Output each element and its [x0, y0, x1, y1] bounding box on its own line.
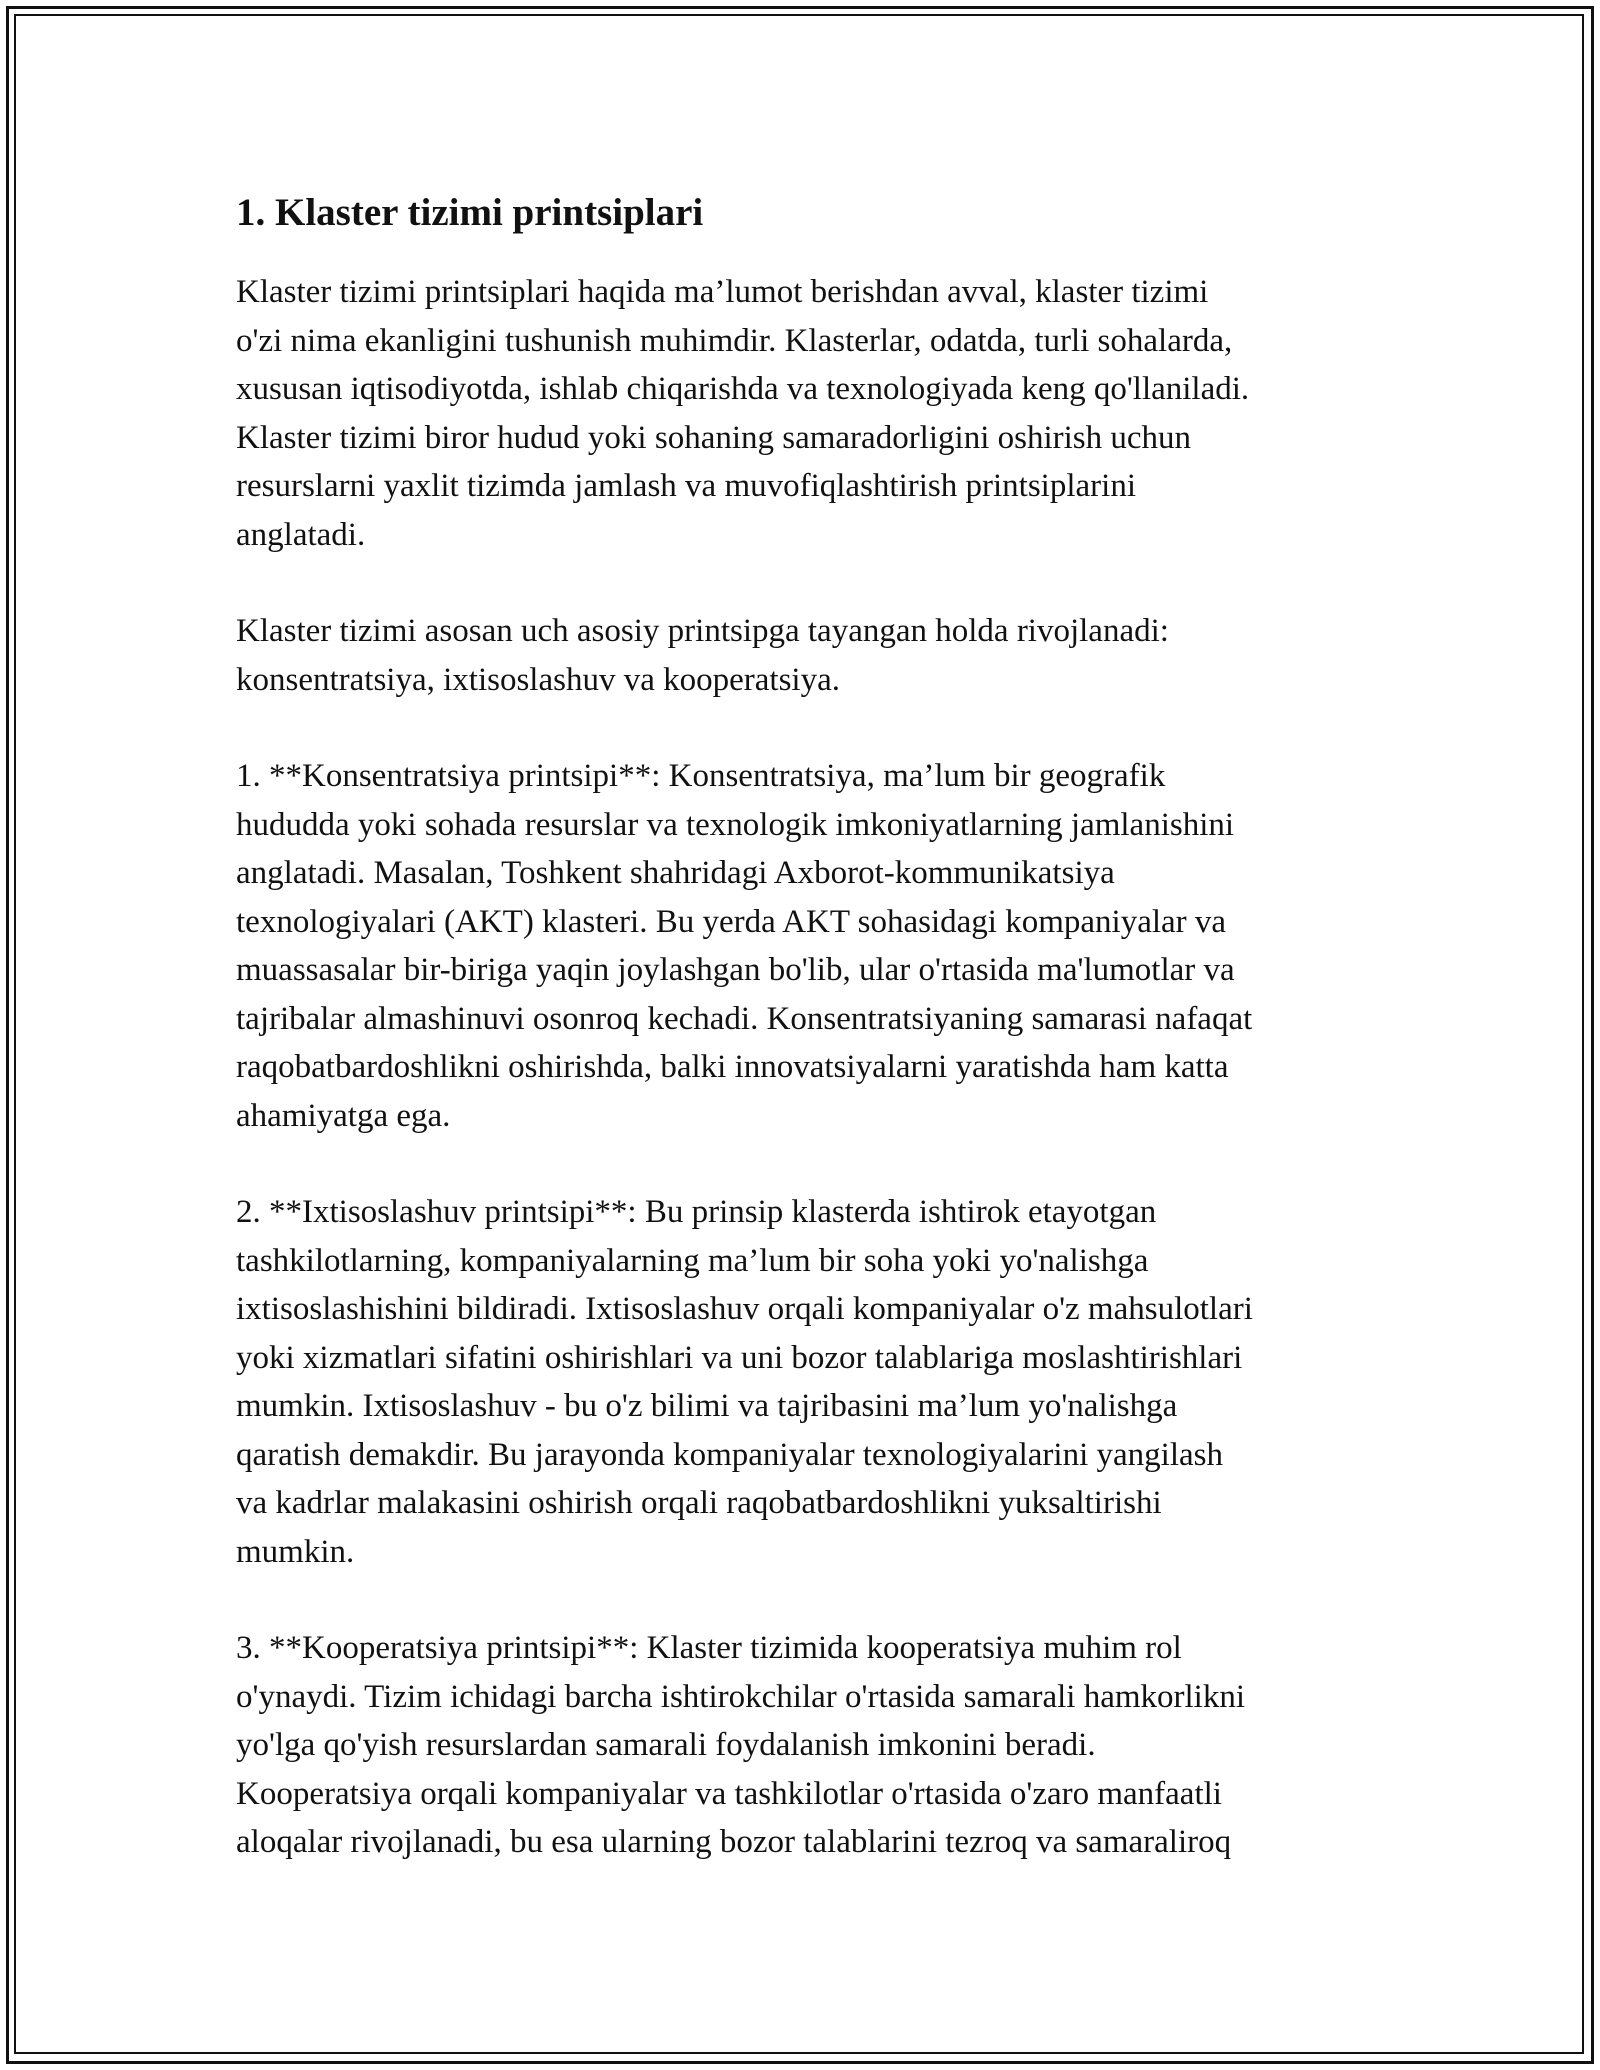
text-line: 3. **Kooperatsiya printsipi**: Klaster tizimida kooperatsiya muhim rol: [236, 1630, 1182, 1666]
text-line: hududda yoki sohada resurslar va texnologik imkoniyatlarning jamlanishini: [236, 806, 1235, 843]
text-line: Klaster tizimi printsiplari haqida ma’lumot berishdan avval, klaster tizimi: [236, 274, 1209, 310]
text-line: xususan iqtisodiyotda, ishlab chiqarishda va texnologiyada keng qo'llaniladi.: [236, 371, 1250, 407]
text-line: tashkilotlarning, kompaniyalarning ma’lum bir soha yoki yo'nalishga: [236, 1242, 1149, 1279]
paragraph-specialization: [236, 1188, 1376, 1576]
text-line: aloqalar rivojlanadi, bu esa ularning bozor talablarini tezroq va samaraliroq: [236, 1824, 1232, 1860]
text-line: tajribalar almashinuvi osonroq kechadi. Konsentratsiyaning samarasi nafaqat: [236, 1000, 1253, 1037]
text-line: texnologiyalari (AKT) klasteri. Bu yerda AKT sohasidagi kompaniyalar va: [236, 903, 1227, 940]
text-line: anglatadi.: [236, 516, 366, 553]
text-line: 2. **Ixtisoslashuv printsipi**: Bu prinsip klasterda ishtirok etayotgan: [236, 1194, 1157, 1230]
text-line: qaratish demakdir. Bu jarayonda kompaniyalar texnologiyalarini yangilash: [236, 1436, 1223, 1473]
paragraph-cooperation: [236, 1624, 1376, 1867]
text-line: Kooperatsiya orqali kompaniyalar va tashkilotlar o'rtasida o'zaro manfaatli: [236, 1775, 1222, 1812]
paragraph-concentration: [236, 752, 1376, 1140]
paragraph-principles-overview: [236, 607, 1376, 704]
text-line: konsentratsiya, ixtisoslashuv va kooperatsiya.: [236, 661, 840, 698]
text-line: Klaster tizimi asosan uch asosiy printsipga tayangan holda rivojlanadi:: [236, 613, 1169, 649]
text-line: va kadrlar malakasini oshirish orqali raqobatbardoshlikni yuksaltirishi: [236, 1485, 1162, 1521]
page-title: 1. Klaster tizimi printsiplari: [236, 191, 704, 234]
text-line: ixtisoslashishini bildiradi. Ixtisoslashuv orqali kompaniyalar o'z mahsulotlari: [236, 1291, 1253, 1327]
text-line: mumkin.: [236, 1533, 355, 1570]
text-line: o'zi nima ekanligini tushunish muhimdir. Klasterlar, odatda, turli sohalarda,: [236, 322, 1233, 359]
text-line: anglatadi. Masalan, Toshkent shahridagi Axborot-kommunikatsiya: [236, 855, 1115, 891]
document-body: [236, 186, 1376, 1915]
paragraph-intro: [236, 268, 1376, 559]
text-line: yo'lga qo'yish resurslardan samarali foydalanish imkonini beradi.: [236, 1727, 1096, 1763]
text-line: raqobatbardoshlikni oshirishda, balki innovatsiyalarni yaratishda ham katta: [236, 1049, 1229, 1085]
text-line: o'ynaydi. Tizim ichidagi barcha ishtirokchilar o'rtasida samarali hamkorlikni: [236, 1678, 1245, 1715]
text-line: Klaster tizimi biror hudud yoki sohaning samaradorligini oshirish uchun: [236, 419, 1192, 456]
text-line: mumkin. Ixtisoslashuv - bu o'z bilimi va tajribasini ma’lum yo'nalishga: [236, 1388, 1178, 1424]
text-line: yoki xizmatlari sifatini oshirishlari va uni bozor talablariga moslashtirishlari: [236, 1339, 1243, 1376]
text-line: resurslarni yaxlit tizimda jamlash va muvofiqlashtirish printsiplarini: [236, 468, 1136, 504]
text-line: muassasalar bir-biriga yaqin joylashgan bo'lib, ular o'rtasida ma'lumotlar va: [236, 952, 1235, 988]
text-line: 1. **Konsentratsiya printsipi**: Konsentratsiya, ma’lum bir geografik: [236, 758, 1166, 794]
text-line: ahamiyatga ega.: [236, 1097, 451, 1134]
